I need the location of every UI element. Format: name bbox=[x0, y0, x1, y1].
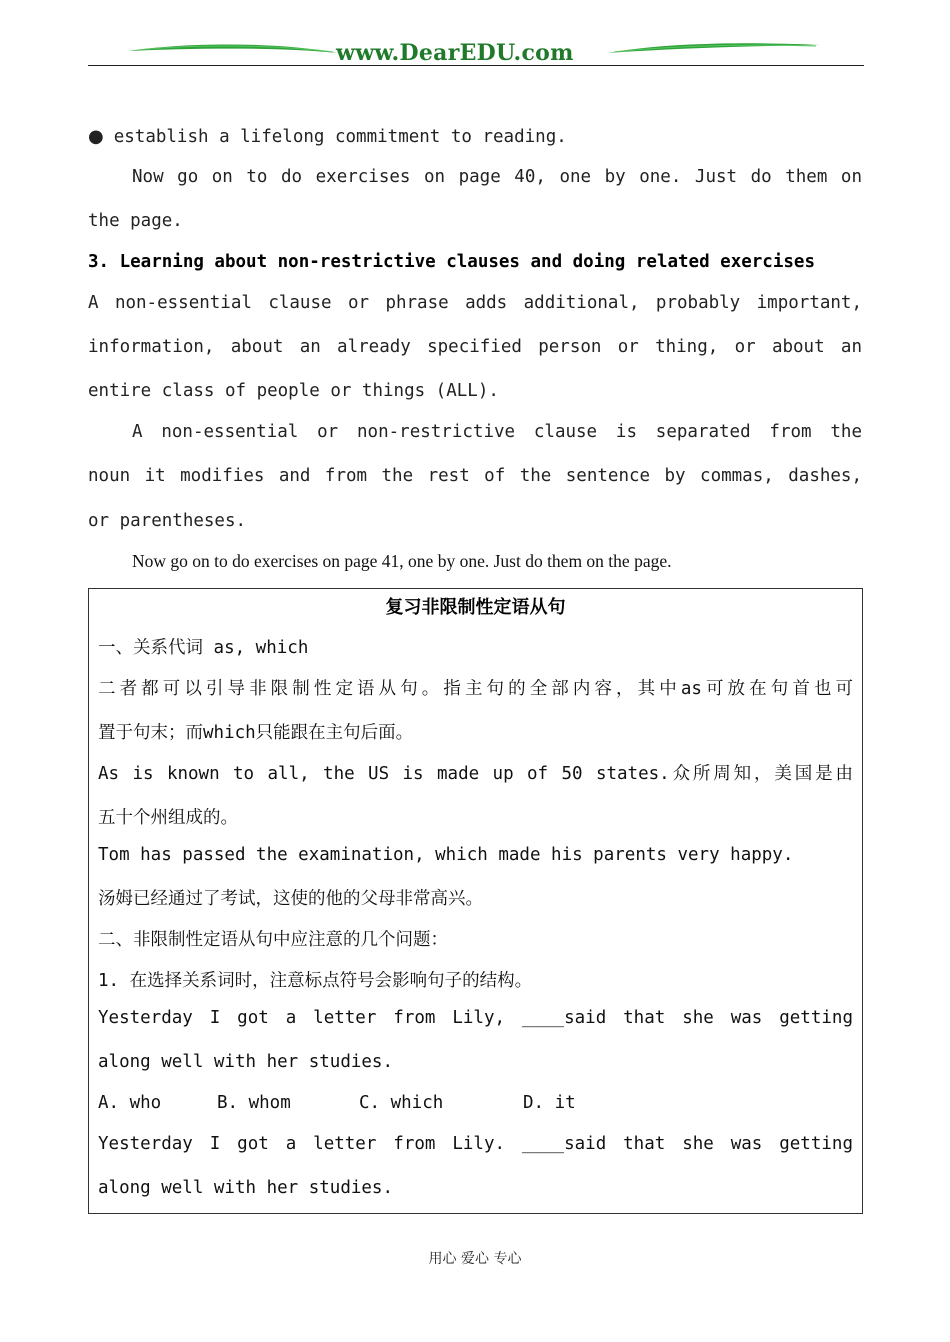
para1-line1: Now go on to do exercises on page 40, one by one. Just do them on bbox=[132, 167, 862, 187]
bullet-item bbox=[88, 126, 567, 147]
box-line-section-2: 二、非限制性定语从句中应注意的几个问题： bbox=[98, 930, 448, 950]
para2-line3: entire class of people or things (ALL). bbox=[88, 381, 499, 401]
box-title: 复习非限制性定语从句 bbox=[385, 597, 566, 618]
review-box bbox=[88, 588, 863, 1214]
box-line-question-2: Yesterday I got a letter from Lily. ____said that she was getting bbox=[98, 1134, 853, 1154]
bullet-icon: ● bbox=[88, 126, 104, 147]
box-line-relative-pronouns: 一、关系代词 as, which bbox=[98, 638, 309, 658]
para2-line2: information, about an already specified person or thing, or about an bbox=[88, 337, 862, 357]
bullet-text: establish a lifelong commitment to reading. bbox=[113, 127, 567, 147]
option-b: B. whom bbox=[217, 1093, 291, 1113]
box-line-question-1: Yesterday I got a letter from Lily, ____said that she was getting bbox=[98, 1008, 853, 1028]
para3-line1: A non-essential or non-restrictive clause is separated from the bbox=[132, 422, 862, 442]
option-d: D. it bbox=[523, 1093, 576, 1113]
box-line-question-1-cont: along well with her studies. bbox=[98, 1052, 394, 1072]
option-a: A. who bbox=[98, 1093, 162, 1113]
box-line-example-1: As is known to all, the US is made up of 50 states.众所周知，美国是由 bbox=[98, 764, 853, 784]
para2-line1: A non-essential clause or phrase adds additional, probably important, bbox=[88, 293, 862, 313]
box-line-explanation-1: 二者都可以引导非限制性定语从句。指主句的全部内容，其中as可放在句首也可 bbox=[98, 679, 853, 699]
box-line-explanation-2: 置于句末；而which只能跟在主句后面。 bbox=[98, 723, 414, 743]
header-rule bbox=[88, 65, 864, 66]
box-line-example-2: Tom has passed the examination, which made his parents very happy. bbox=[98, 845, 794, 865]
section-heading: 3. Learning about non-restrictive clauses and doing related exercises bbox=[88, 252, 815, 272]
box-line-example-1-cont: 五十个州组成的。 bbox=[98, 808, 238, 828]
page-footer: 用心 爱心 专心 bbox=[428, 1251, 522, 1267]
option-c: C. which bbox=[359, 1093, 444, 1113]
box-line-example-2-translation: 汤姆已经通过了考试，这使的他的父母非常高兴。 bbox=[98, 889, 483, 909]
para4: Now go on to do exercises on page 41, one by one. Just do them on the page. bbox=[132, 551, 672, 571]
box-line-point-1: 1. 在选择关系词时，注意标点符号会影响句子的结构。 bbox=[98, 971, 533, 991]
right-swoosh-decoration bbox=[608, 42, 820, 56]
para3-line2: noun it modifies and from the rest of the sentence by commas, dashes, bbox=[88, 466, 862, 486]
para1-line2: the page. bbox=[88, 211, 183, 231]
site-logo[interactable]: www.DearEDU.com bbox=[336, 40, 574, 66]
box-line-question-2-cont: along well with her studies. bbox=[98, 1178, 394, 1198]
left-swoosh-decoration bbox=[128, 42, 338, 56]
answer-options bbox=[98, 1093, 576, 1113]
para3-line3: or parentheses. bbox=[88, 511, 247, 531]
